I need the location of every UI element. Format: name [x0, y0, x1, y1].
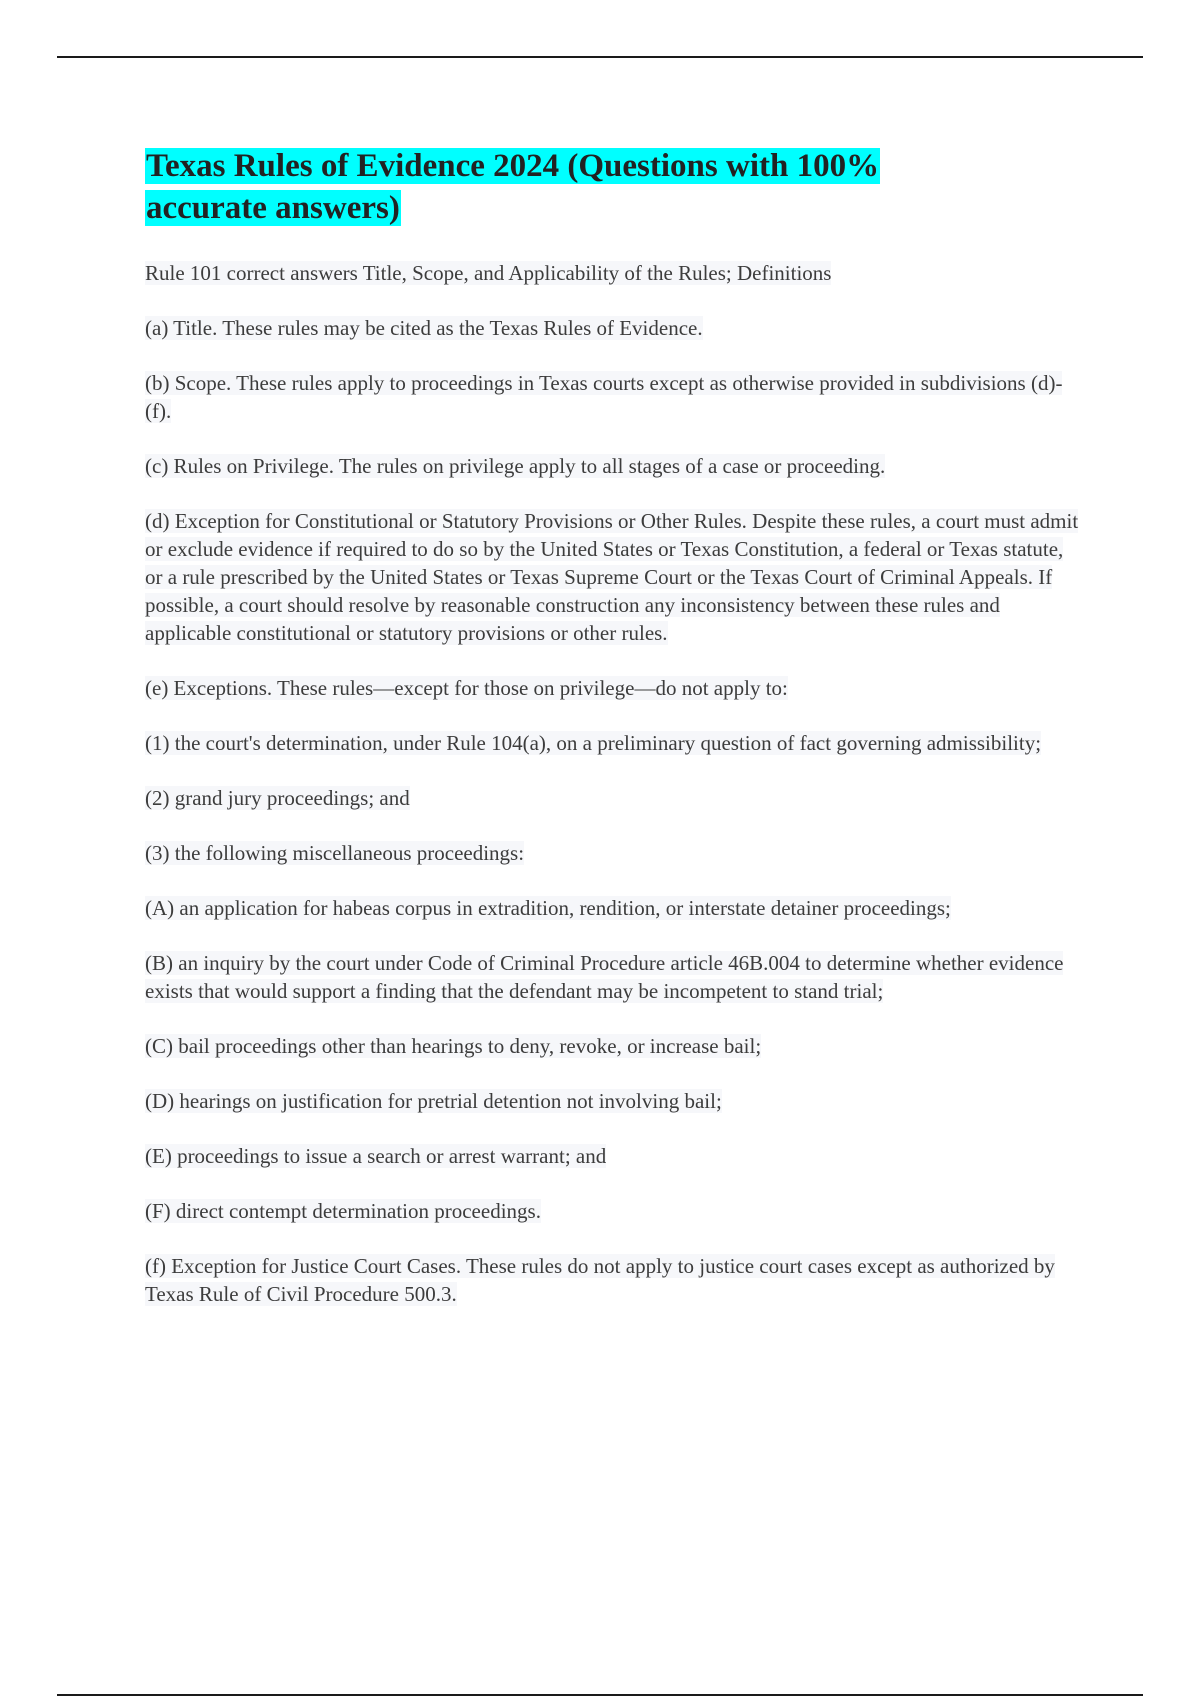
- paragraph-1-determination: (1) the court's determination, under Rule 104(a), on a preliminary question of fact governing admissibility;: [145, 731, 1042, 755]
- paragraph-e-exceptions: (e) Exceptions. These rules—except for those on privilege—do not apply to:: [145, 676, 788, 700]
- paragraph-3-misc: (3) the following miscellaneous proceedings:: [145, 841, 525, 865]
- paragraph-C-bail: (C) bail proceedings other than hearings to deny, revoke, or increase bail;: [145, 1034, 762, 1058]
- paragraph-D-hearings: (D) hearings on justification for pretrial detention not involving bail;: [145, 1089, 722, 1113]
- paragraph-d-exception: (d) Exception for Constitutional or Statutory Provisions or Other Rules. Despite these rules, a court must admit or exclude evidence if required to do so by the United States or Texas Constitution, a federal or Texas statute, or a rule prescribed by the United States or Texas Supreme Court or the Texas Court of Criminal Appeals. If possible, a court should resolve by reasonable construction any inconsistency between these rules and applicable constitutional or statutory provisions or other rules.: [145, 509, 1079, 645]
- paragraph-E-warrant: (E) proceedings to issue a search or arrest warrant; and: [145, 1144, 607, 1168]
- paragraph-A-habeas: (A) an application for habeas corpus in extradition, rendition, or interstate detainer proceedings;: [145, 896, 951, 920]
- document-body: [145, 145, 1085, 1335]
- paragraph-B-inquiry: (B) an inquiry by the court under Code of Criminal Procedure article 46B.004 to determine whether evidence exists that would support a finding that the defendant may be incompetent to stand trial;: [145, 951, 1064, 1003]
- footer-rule: [57, 1694, 1143, 1696]
- paragraph-rule-101: Rule 101 correct answers Title, Scope, and Applicability of the Rules; Definitions: [145, 261, 832, 285]
- document-title-text: Texas Rules of Evidence 2024 (Questions with 100% accurate answers): [146, 148, 880, 226]
- paragraph-F-contempt: (F) direct contempt determination proceedings.: [145, 1199, 541, 1223]
- paragraph-c-privilege: (c) Rules on Privilege. The rules on privilege apply to all stages of a case or proceeding.: [145, 454, 886, 478]
- document-title: [145, 145, 965, 229]
- header-rule: [57, 56, 1143, 58]
- paragraph-2-grand-jury: (2) grand jury proceedings; and: [145, 786, 410, 810]
- paragraph-b-scope: (b) Scope. These rules apply to proceedings in Texas courts except as otherwise provided in subdivisions (d)-(f).: [145, 371, 1063, 423]
- paragraph-f-justice-court: (f) Exception for Justice Court Cases. These rules do not apply to justice court cases except as authorized by Texas Rule of Civil Procedure 500.3.: [145, 1254, 1055, 1306]
- paragraph-a-title: (a) Title. These rules may be cited as the Texas Rules of Evidence.: [145, 316, 703, 340]
